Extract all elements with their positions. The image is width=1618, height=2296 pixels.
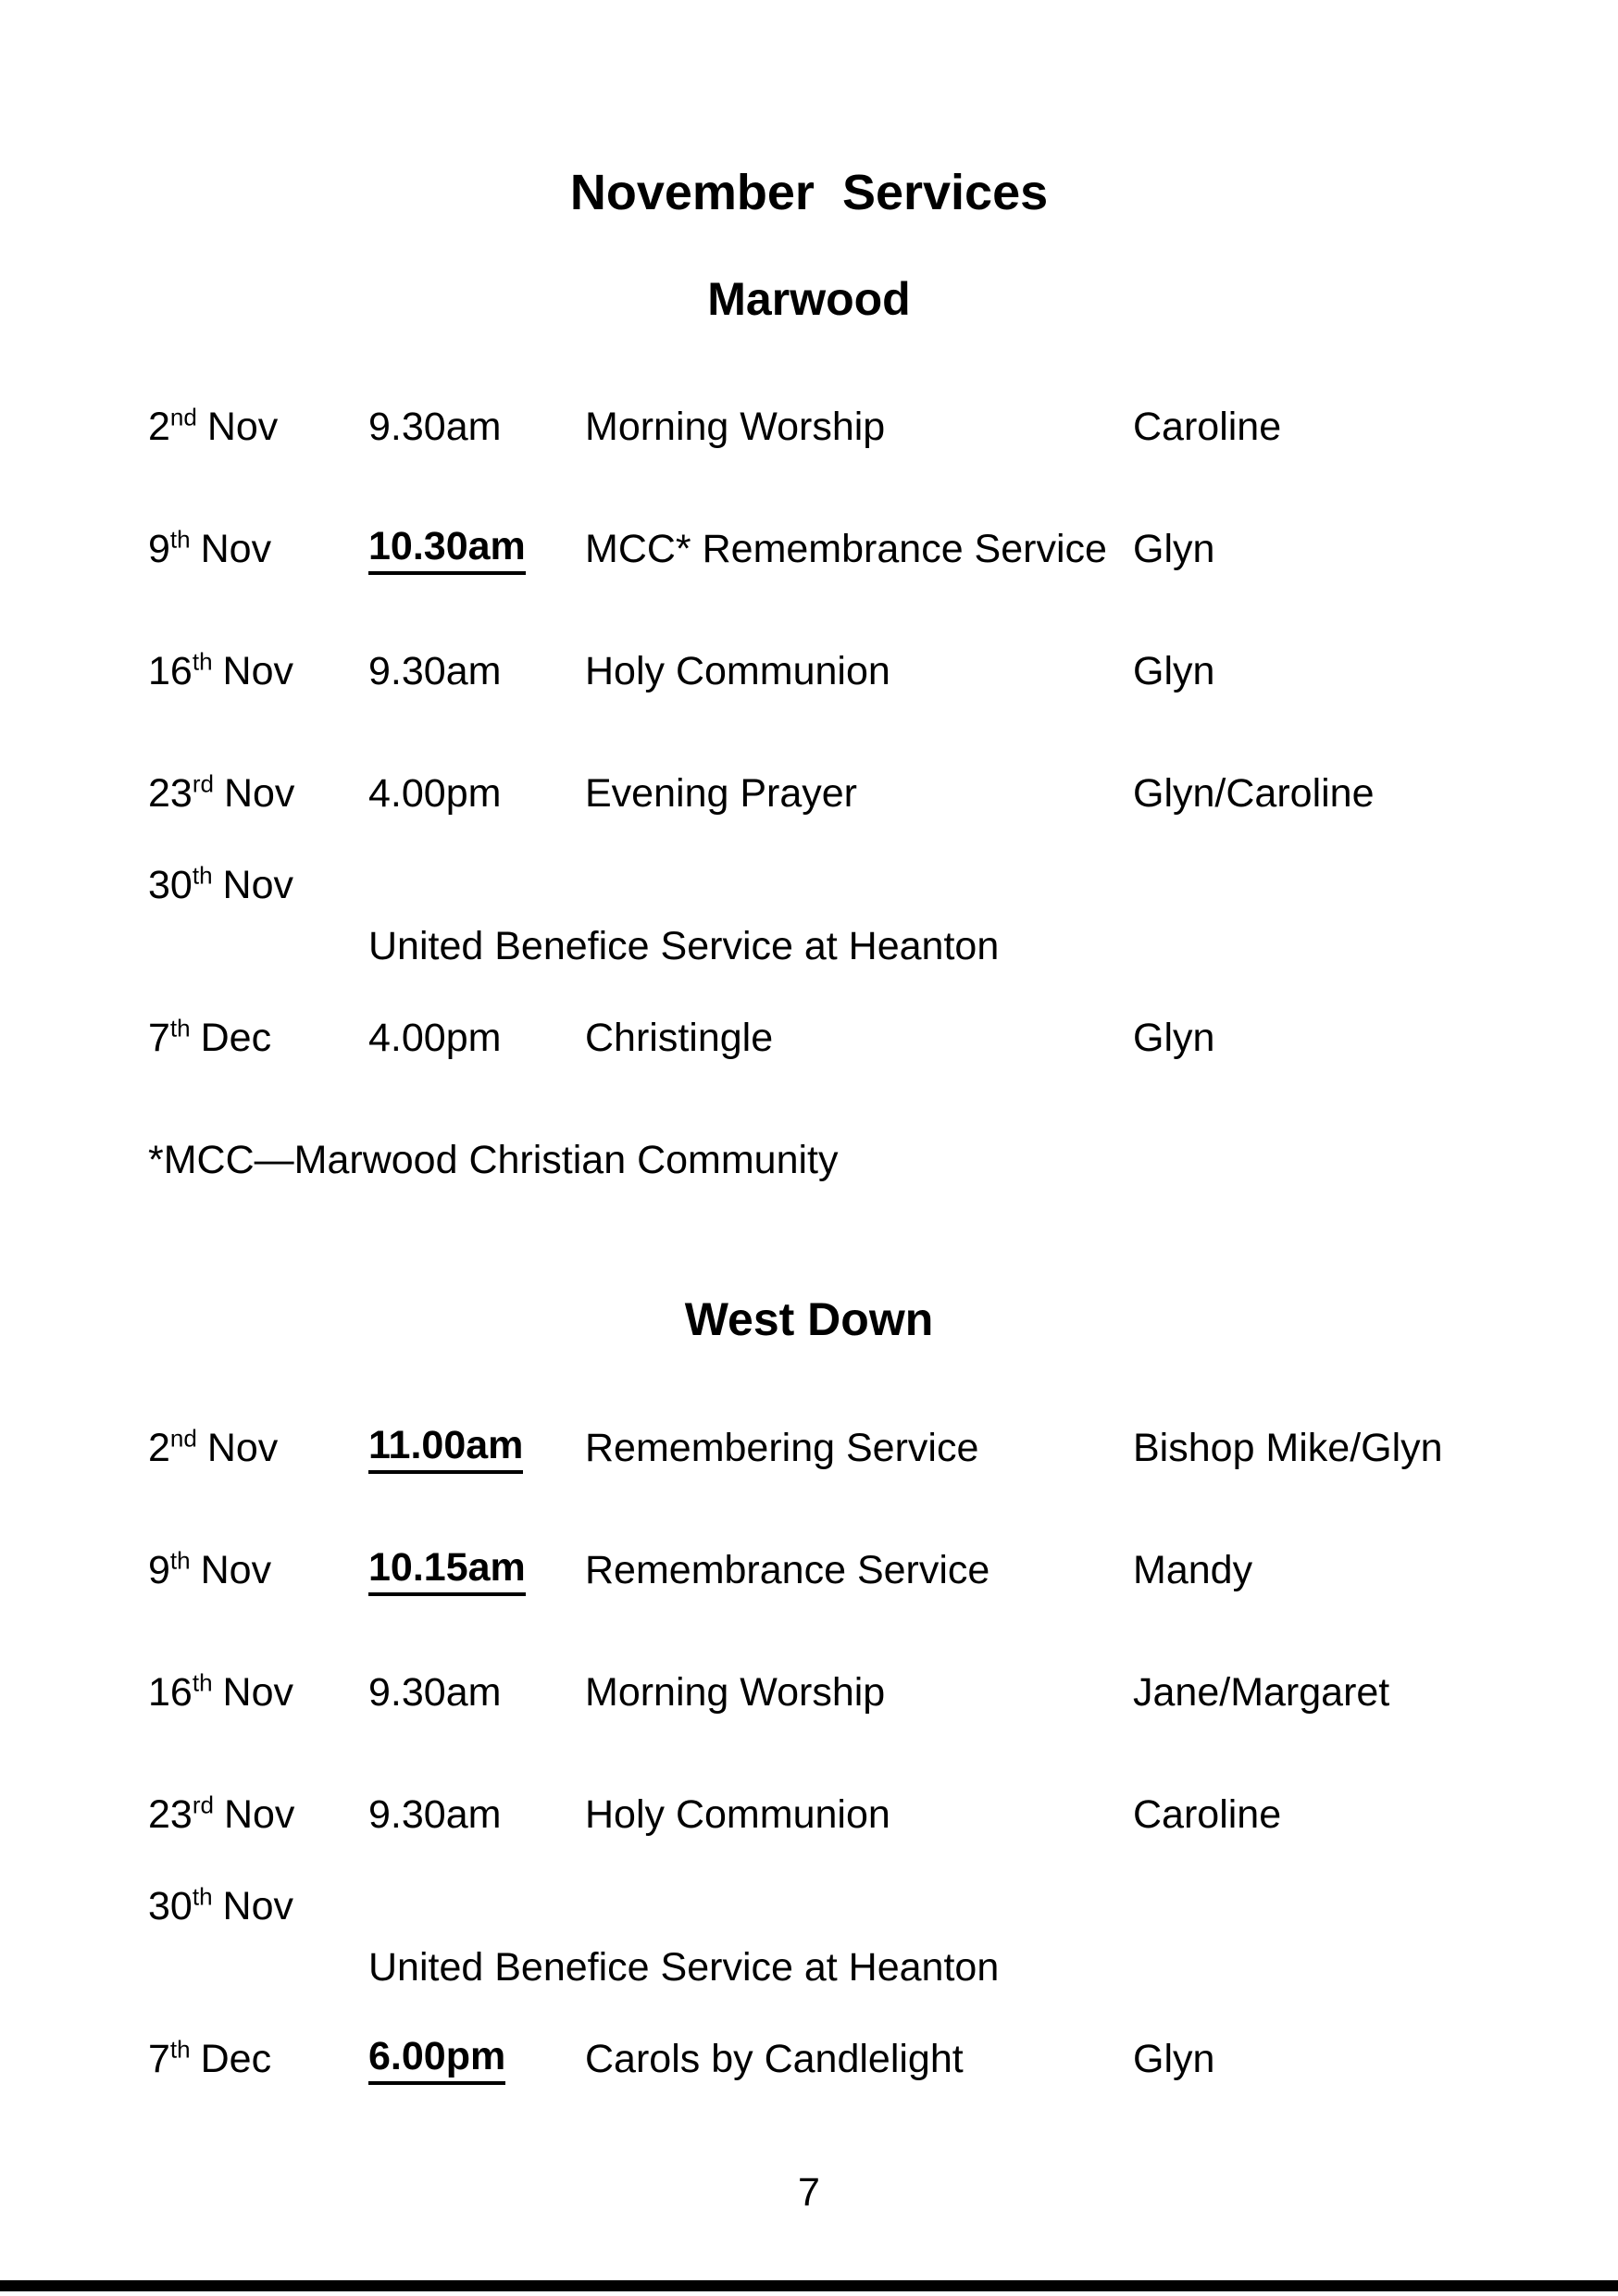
date-day: 9 [148, 1547, 170, 1592]
date-day: 2 [148, 404, 170, 449]
row-date [148, 1670, 368, 1716]
row-time [368, 1670, 585, 1716]
row-date [148, 1884, 368, 1929]
date-day: 30 [148, 1883, 193, 1928]
date-month: Nov [222, 648, 293, 693]
row-leader: Glyn [1133, 648, 1215, 693]
row-date [148, 1426, 368, 1471]
time-text: 9.30am [368, 404, 502, 449]
date-month: Nov [223, 770, 295, 816]
row-service: Morning Worship [585, 404, 886, 449]
section-rows [0, 1387, 1618, 2120]
row-leader: Mandy [1133, 1547, 1253, 1592]
row-service: MCC* Remembrance Service [585, 526, 1107, 571]
service-row [0, 488, 1618, 610]
row-service: Carols by Candlelight [585, 2036, 964, 2081]
date-day: 23 [148, 770, 193, 816]
service-row [0, 732, 1618, 855]
row-service: Remembering Service [585, 1425, 979, 1470]
date-day: 7 [148, 2036, 170, 2081]
row-time [368, 1016, 585, 1061]
service-row [0, 1753, 1618, 1876]
time-text: 9.30am [368, 1791, 502, 1837]
date-month: Nov [222, 1883, 293, 1928]
footnote-text: *MCC—Marwood Christian Community [148, 1137, 839, 1182]
time-text: 4.00pm [368, 770, 502, 816]
time-text: 9.30am [368, 648, 502, 693]
date-ordinal: th [192, 1882, 213, 1911]
row-date [148, 863, 368, 908]
date-month: Nov [222, 1669, 293, 1715]
time-text: 11.00am [368, 1423, 523, 1474]
row-service: Evening Prayer [585, 770, 857, 816]
row-leader: Caroline [1133, 1791, 1282, 1837]
row-leader: Glyn/Caroline [1133, 770, 1375, 816]
row-leader: Glyn [1133, 2036, 1215, 2081]
date-ordinal: th [169, 2035, 191, 2064]
date-month: Nov [206, 1425, 279, 1470]
date-ordinal: th [169, 1014, 191, 1042]
date-ordinal: nd [169, 403, 197, 431]
date-ordinal: th [192, 1668, 213, 1697]
service-row [0, 1631, 1618, 1753]
row-time [368, 863, 585, 908]
row-service: Christingle [585, 1015, 774, 1060]
service-row [0, 977, 1618, 1099]
row-date [148, 771, 368, 817]
row-service: United Benefice Service at Heanton [368, 923, 1000, 968]
row-leader: Bishop Mike/Glyn [1133, 1425, 1443, 1470]
row-time [368, 524, 585, 575]
row-date [148, 1548, 368, 1593]
time-text: 4.00pm [368, 1015, 502, 1060]
date-month: Nov [200, 1547, 272, 1592]
row-time [368, 1792, 585, 1838]
date-day: 23 [148, 1791, 193, 1837]
row-date [148, 1792, 368, 1838]
date-ordinal: rd [192, 769, 214, 798]
service-row [0, 366, 1618, 488]
date-month: Nov [206, 404, 279, 449]
date-day: 2 [148, 1425, 170, 1470]
service-row [0, 1509, 1618, 1631]
page-number: 7 [798, 2170, 820, 2215]
row-time [368, 1884, 585, 1929]
service-row [0, 610, 1618, 732]
row-time [368, 649, 585, 694]
row-time [368, 771, 585, 817]
page-title: November Services [569, 165, 1049, 220]
row-leader: Glyn [1133, 1015, 1215, 1060]
date-ordinal: rd [192, 1791, 214, 1819]
section-rows [0, 366, 1618, 1099]
date-day: 30 [148, 862, 193, 907]
row-service: Holy Communion [585, 1791, 890, 1837]
date-month: Nov [200, 526, 272, 571]
section-title: Marwood [707, 273, 911, 325]
row-time [368, 1423, 585, 1474]
date-ordinal: th [192, 861, 213, 890]
date-day: 9 [148, 526, 170, 571]
date-month: Nov [223, 1791, 295, 1837]
row-service: Remembrance Service [585, 1547, 990, 1592]
row-service: Holy Communion [585, 648, 890, 693]
date-day: 16 [148, 648, 193, 693]
date-day: 16 [148, 1669, 193, 1715]
date-ordinal: th [169, 1546, 191, 1575]
row-date [148, 649, 368, 694]
row-leader: Caroline [1133, 404, 1282, 449]
row-date [148, 527, 368, 572]
row-leader: Glyn [1133, 526, 1215, 571]
row-service: Morning Worship [585, 1669, 886, 1715]
date-day: 7 [148, 1015, 170, 1060]
date-month: Nov [222, 862, 293, 907]
time-text: 10.15am [368, 1545, 526, 1596]
section-footnote [0, 1099, 1618, 1221]
service-row [0, 1387, 1618, 1509]
time-text: 9.30am [368, 1669, 502, 1715]
service-row [0, 855, 1618, 977]
bottom-edge-rule [0, 2280, 1618, 2291]
row-service: United Benefice Service at Heanton [368, 1944, 1000, 1990]
row-date [148, 2037, 368, 2082]
date-ordinal: th [192, 647, 213, 676]
date-ordinal: nd [169, 1424, 197, 1453]
row-time [368, 405, 585, 450]
date-ordinal: th [169, 525, 191, 554]
service-section [0, 1292, 1618, 2120]
service-row [0, 1998, 1618, 2120]
row-time [368, 1545, 585, 1596]
time-text: 6.00pm [368, 2034, 505, 2085]
time-text: 10.30am [368, 524, 526, 575]
row-date [148, 405, 368, 450]
row-date [148, 1016, 368, 1061]
section-title: West Down [684, 1293, 934, 1345]
date-month: Dec [200, 1015, 272, 1060]
row-leader: Jane/Margaret [1133, 1669, 1390, 1715]
date-month: Dec [200, 2036, 272, 2081]
service-row [0, 1876, 1618, 1998]
service-section [0, 271, 1618, 1221]
row-time [368, 2034, 585, 2085]
